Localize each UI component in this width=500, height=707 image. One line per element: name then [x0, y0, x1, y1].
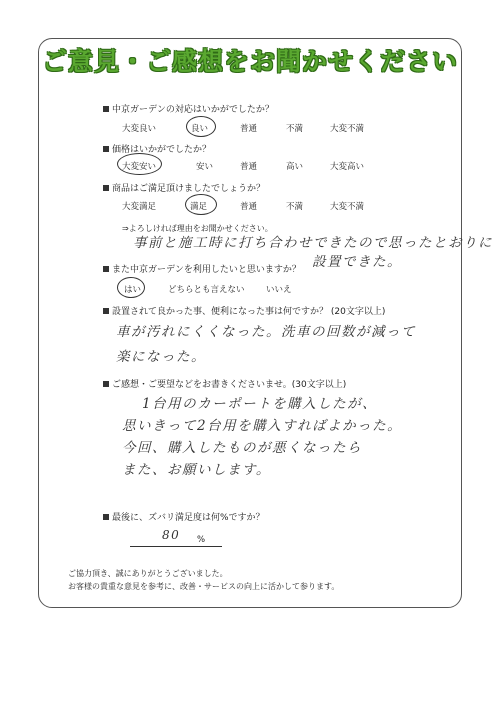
q3-option-normal[interactable]: 普通 — [240, 202, 258, 212]
comments-answer-line-4: また、お願いします。 — [122, 462, 271, 478]
q1-option-very-good[interactable]: 大変良い — [122, 124, 157, 134]
q3-option-very-dissatisfied[interactable]: 大変不満 — [330, 202, 365, 212]
q4-option-neither[interactable]: どちらとも言えない — [168, 285, 245, 295]
question-product-satisfaction: 商品はご満足頂けましたでしょうか？ — [103, 181, 265, 194]
form-title: ご意見・ご感想をお聞かせください — [41, 47, 458, 76]
question-reuse: また中京ガーデンを利用したいと思いますか？ — [103, 262, 301, 275]
q2-selection-circle — [117, 153, 162, 175]
q1-option-very-dissatisfied[interactable]: 大変不満 — [330, 124, 365, 134]
comments-answer-line-2: 思いきって2台用を購入すればよかった。 — [122, 418, 403, 434]
satisfaction-unit: % — [197, 535, 206, 545]
q1-selection-circle — [186, 116, 216, 137]
q2-option-cheap[interactable]: 安い — [196, 162, 214, 172]
comments-answer-line-1: 1台用のカーポートを購入したが、 — [142, 396, 378, 412]
thanks-line: ご協力頂き、誠にありがとうございました。 — [68, 569, 228, 578]
q2-option-very-expensive[interactable]: 大変高い — [330, 162, 365, 172]
question-price: 価格はいかがでしたか？ — [103, 142, 211, 155]
q3-selection-circle — [185, 194, 217, 215]
improvement-line: お客様の貴重な意見を参考に、改善・サービスの向上に活かして参ります。 — [68, 582, 340, 591]
comments-answer-line-3: 今回、購入したものが悪くなったら — [122, 440, 362, 456]
q3-option-dissatisfied[interactable]: 不満 — [286, 202, 304, 212]
satisfaction-value: 80 — [162, 528, 181, 542]
q4-option-yes[interactable]: はい — [124, 285, 142, 295]
question-staff-response: 中京ガーデンの対応はいかがでしたか？ — [103, 102, 274, 115]
q3-option-very-satisfied[interactable]: 大変満足 — [122, 202, 157, 212]
reason-prompt: ⇒よろしければ理由をお聞かせください。 — [122, 224, 273, 233]
q2-option-very-cheap[interactable]: 大変安い — [122, 162, 157, 172]
benefits-answer-line-1: 車が汚れにくくなった。洗車の回数が減って — [116, 324, 416, 340]
q2-option-normal[interactable]: 普通 — [240, 162, 258, 172]
satisfaction-underline — [130, 546, 222, 547]
q3-option-satisfied[interactable]: 満足 — [190, 202, 208, 212]
question-benefits: 設置されて良かった事、便利になった事は何ですか？ (20文字以上) — [103, 304, 385, 317]
benefits-answer-line-2: 楽になった。 — [116, 349, 206, 365]
q2-option-expensive[interactable]: 高い — [286, 162, 304, 172]
q4-option-no[interactable]: いいえ — [266, 285, 292, 295]
question-comments: ご感想・ご要望などをお書きくださいませ。(30文字以上) — [103, 377, 346, 390]
q1-option-dissatisfied[interactable]: 不満 — [286, 124, 304, 134]
q1-option-normal[interactable]: 普通 — [240, 124, 258, 134]
reason-answer-line-2: 設置できた。 — [312, 254, 402, 270]
reason-answer-line-1: 事前と施工時に打ち合わせできたので思ったとおりに — [133, 235, 493, 251]
question-satisfaction-percent: 最後に、ズバリ満足度は何%ですか？ — [103, 510, 265, 523]
q4-selection-circle — [117, 277, 145, 298]
q1-option-good[interactable]: 良い — [191, 124, 209, 134]
